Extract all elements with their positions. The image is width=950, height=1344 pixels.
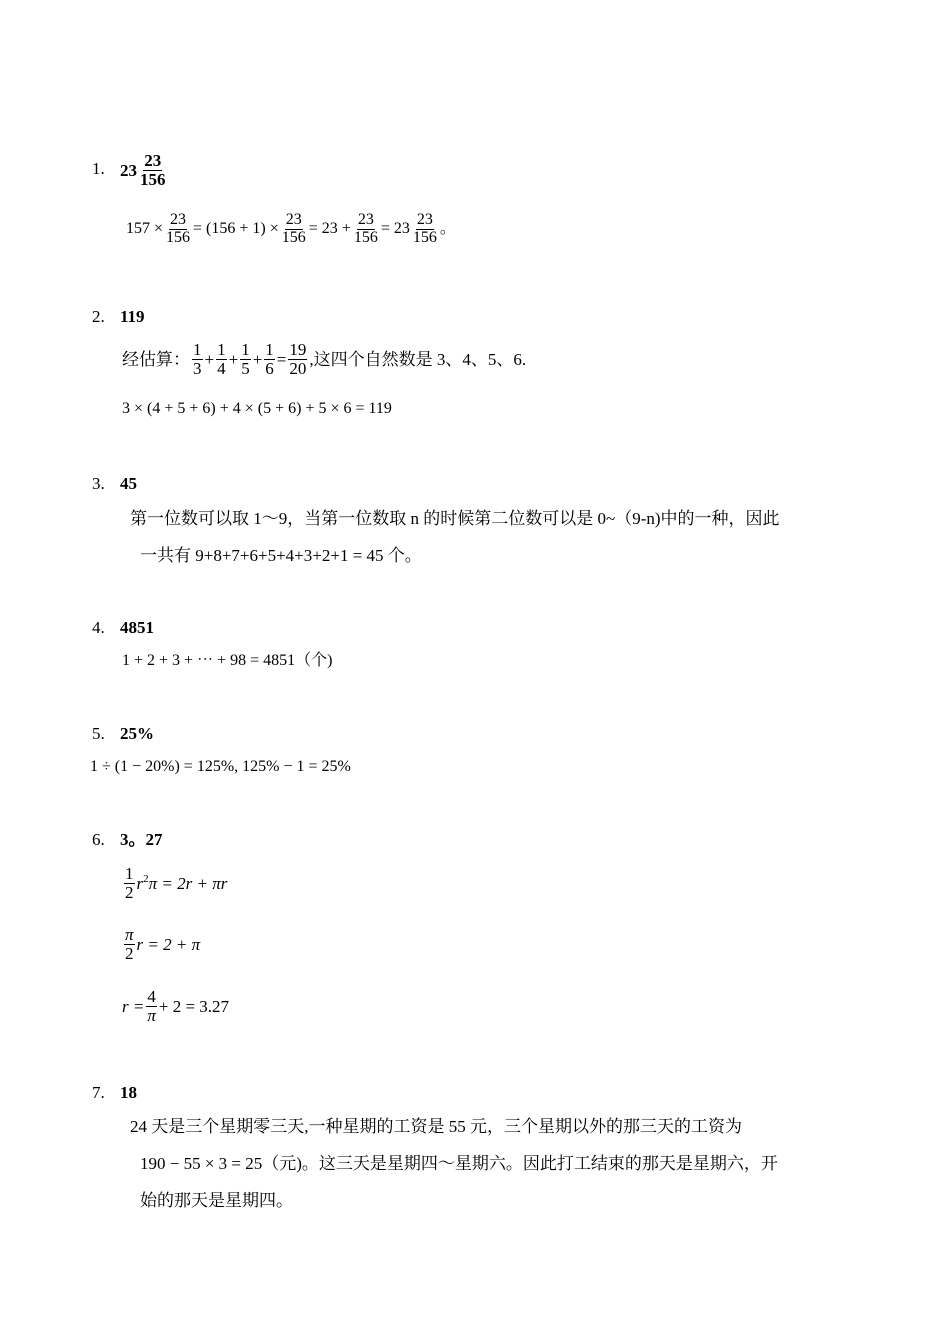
item-5-equation: 1 ÷ (1 − 20%) = 125%, 125% − 1 = 25%	[90, 758, 351, 775]
item-2-number: 2.	[92, 307, 105, 326]
item-1-number: 1.	[92, 159, 105, 178]
fraction	[264, 341, 275, 378]
item-4-equation: 1 + 2 + 3 + ⋯ + 98 = 4851（个)	[122, 652, 333, 669]
fraction	[124, 865, 135, 902]
fraction	[216, 341, 227, 378]
eq-part: = (156 + 1) ×	[193, 220, 279, 238]
eq-part: 。	[439, 220, 456, 238]
item-5-number: 5.	[92, 724, 105, 743]
numerator: 4	[147, 987, 156, 1006]
denominator: 156	[281, 228, 306, 246]
fraction	[124, 926, 135, 963]
denominator: 4	[217, 358, 226, 378]
item-6-eq-2	[122, 926, 200, 963]
item-5-answer: 25%	[120, 724, 154, 743]
eq-part: 157 ×	[126, 220, 164, 238]
numerator: 1	[125, 864, 134, 883]
numerator: 23	[285, 211, 302, 228]
item-7-line-3: 始的那天是星期四。	[140, 1191, 293, 1210]
item-6-answer: 3。27	[120, 830, 163, 849]
numerator: 1	[241, 340, 250, 359]
estimate-prefix: 经估算：	[122, 349, 190, 369]
numerator: π	[125, 925, 134, 944]
item-1-answer-numerator: 23	[144, 151, 162, 170]
item-6-eq-1: $\frac{1}{2}$ $r^2$ π = 2r + πr	[125, 864, 228, 902]
item-1-equation	[126, 212, 456, 247]
item-3-line-2: 一共有 9+8+7+6+5+4+3+2+1 = 45 个。	[140, 546, 422, 565]
eq-lhs: r =	[122, 996, 145, 1016]
numerator: 1	[265, 340, 274, 359]
denominator: 156	[412, 228, 437, 246]
eq-part: = 23	[380, 220, 410, 238]
item-3-number: 3.	[92, 474, 105, 493]
denominator: 156	[166, 228, 191, 246]
fraction	[353, 212, 379, 247]
item-4-answer: 4851	[120, 618, 154, 637]
fraction	[281, 212, 307, 247]
numerator: 23	[357, 211, 374, 228]
eq-rest: r = 2 + π	[136, 934, 201, 954]
fraction	[146, 988, 157, 1025]
denominator: 20	[289, 358, 307, 378]
numerator: 23	[416, 211, 433, 228]
item-4-number: 4.	[92, 618, 105, 637]
numerator: 1	[217, 340, 226, 359]
item-7-number: 7.	[92, 1083, 105, 1102]
denominator: 2	[125, 882, 134, 902]
item-1-answer-fraction	[139, 152, 167, 189]
numerator: 23	[170, 211, 187, 228]
item-7-line-1: 24 天是三个星期零三天,一种星期的工资是 55 元，三个星期以外的那三天的工资为	[130, 1117, 742, 1136]
denominator: 5	[241, 358, 250, 378]
item-1-answer	[120, 152, 169, 189]
item-1-answer-denominator: 156	[140, 169, 166, 189]
denominator: 2	[125, 943, 134, 963]
denominator: π	[147, 1005, 156, 1025]
item-3-answer: 45	[120, 474, 137, 493]
item-3-line-1: 第一位数可以取 1～9，当第一位数取 n 的时候第二位数可以是 0~（9-n)中的一种，因此	[130, 509, 780, 528]
fraction	[412, 212, 438, 247]
denominator: 3	[193, 358, 202, 378]
estimate-suffix: ,这四个自然数是 3、4、5、6.	[309, 349, 527, 369]
fraction	[288, 341, 307, 378]
item-7-line-2: 190 − 55 × 3 = 25（元)。这三天是星期四～星期六。因此打工结束的那天是星期六，开	[140, 1154, 778, 1173]
item-2-answer: 119	[120, 307, 145, 326]
item-2-estimate: 经估算： $\frac{1}{3}$ + $\frac{1}{4}$ + $\frac{1}{5}$ + $\frac{1}{6}$ = $\frac{19}{20}$ ,这四个自然数是 3、4、5、6.	[122, 340, 527, 378]
fraction	[165, 212, 191, 247]
fraction	[240, 341, 251, 378]
item-7-answer: 18	[120, 1083, 137, 1102]
fraction	[192, 341, 203, 378]
denominator: 156	[353, 228, 378, 246]
eq-part: = 23 +	[308, 220, 351, 238]
denominator: 6	[265, 358, 274, 378]
item-1-answer-whole: 23	[120, 160, 137, 180]
numerator: 1	[193, 340, 202, 359]
eq-rest: π = 2r + πr	[148, 873, 228, 893]
numerator: 19	[289, 340, 307, 359]
item-6-number: 6.	[92, 830, 105, 849]
item-6-eq-3	[122, 988, 229, 1025]
eq-rest: + 2 = 3.27	[158, 996, 230, 1016]
item-2-equation: 3 × (4 + 5 + 6) + 4 × (5 + 6) + 5 × 6 = 119	[122, 400, 392, 417]
